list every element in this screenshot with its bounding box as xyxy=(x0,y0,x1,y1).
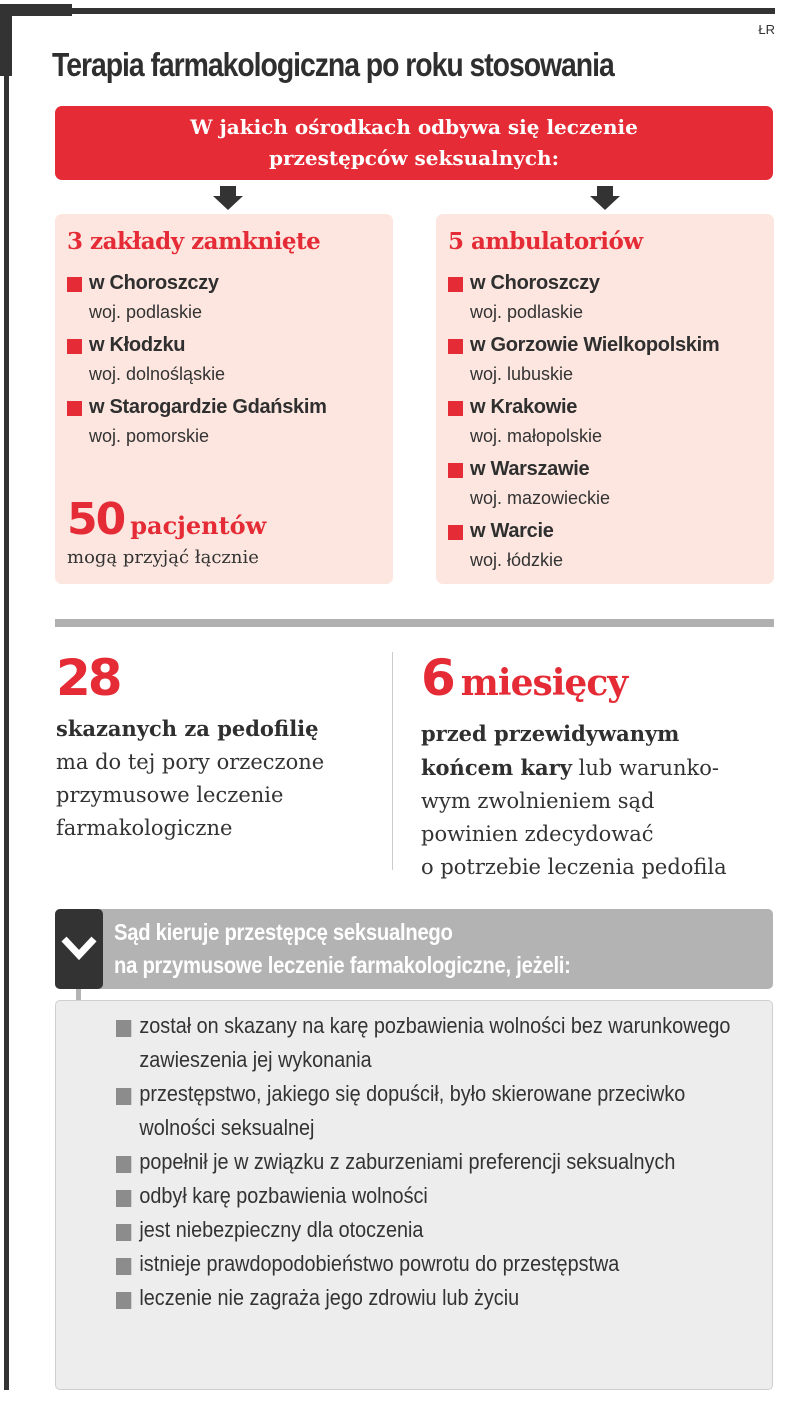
bullet-square-icon xyxy=(67,401,82,416)
months-line: powinien zdecydować xyxy=(421,822,654,846)
bullet-square-icon xyxy=(116,1020,131,1037)
condition-text: popełnił je w związku z zaburzeniami preferencji seksualnych xyxy=(139,1149,676,1174)
clinic-city: w Choroszczy xyxy=(470,272,600,294)
question-banner xyxy=(55,106,773,180)
bullet-square-icon xyxy=(448,401,463,416)
conditions-list xyxy=(116,1009,805,1315)
facility-city: w Starogardzie Gdańskim xyxy=(89,396,327,418)
clinic-region: woj. lubuskie xyxy=(470,364,574,384)
bullet-square-icon xyxy=(116,1190,131,1207)
page-title: Terapia farmakologiczna po roku stosowania xyxy=(52,46,614,83)
condition-item xyxy=(116,1213,751,1247)
months-line: wym zwolnieniem sąd xyxy=(421,789,655,813)
bullet-square-icon xyxy=(67,339,82,354)
bullet-square-icon xyxy=(448,463,463,478)
months-bold-line: końcem kary xyxy=(421,755,572,780)
months-line: o potrzebie leczenia pedofila xyxy=(421,855,727,879)
months-unit: miesięcy xyxy=(460,662,628,704)
author-credit: ŁR xyxy=(758,22,775,37)
banner-line-1: W jakich ośrodkach odbywa się leczenie xyxy=(190,115,638,139)
outpatient-clinics-heading: 5 ambulatoriów xyxy=(448,228,643,255)
clinic-city: w Warszawie xyxy=(470,458,590,480)
clinic-region: woj. łódzkie xyxy=(470,550,564,570)
months-line: lub warunko- xyxy=(571,756,720,780)
condition-text: odbył karę pozbawienia wolności xyxy=(139,1183,428,1208)
convicted-stat xyxy=(56,648,386,845)
banner-line-2: przestępców seksualnych: xyxy=(269,146,559,170)
months-bold-line: przed przewidywanym xyxy=(421,721,680,746)
condition-text: został on skazany na karę pozbawienia wolności bez warunkowego zawieszenia jej wykonania xyxy=(139,1013,731,1072)
bullet-square-icon xyxy=(116,1088,131,1105)
bullet-square-icon xyxy=(448,339,463,354)
clinic-city: w Krakowie xyxy=(470,396,578,418)
capacity-stat xyxy=(67,494,266,545)
clinic-region: woj. mazowieckie xyxy=(470,488,611,508)
months-number: 6 xyxy=(421,649,453,707)
outpatient-clinics-box xyxy=(436,214,774,584)
months-description xyxy=(421,717,781,884)
capacity-unit: pacjentów xyxy=(130,511,267,540)
months-stat xyxy=(421,648,781,884)
facility-region: woj. dolnośląskie xyxy=(89,364,226,384)
convicted-bold: skazanych za pedofilię xyxy=(56,716,319,741)
chevron-down-icon xyxy=(55,909,103,989)
condition-item xyxy=(116,1179,751,1213)
convicted-line: przymusowe leczenie xyxy=(56,783,284,807)
condition-text: istnieje prawdopodobieństwo powrotu do przestępstwa xyxy=(139,1251,620,1276)
bullet-square-icon xyxy=(448,277,463,292)
conditions-title-line-2: na przymusowe leczenie farmakologiczne, jeżeli: xyxy=(114,952,571,978)
bullet-square-icon xyxy=(116,1292,131,1309)
bullet-square-icon xyxy=(116,1224,131,1241)
condition-item xyxy=(116,1009,751,1077)
condition-item xyxy=(116,1281,751,1315)
clinic-region: woj. podlaskie xyxy=(470,302,584,322)
frame-corner-vertical xyxy=(0,4,12,76)
months-headline xyxy=(421,648,781,713)
condition-text: jest niebezpieczny dla otoczenia xyxy=(139,1217,424,1242)
bullet-square-icon xyxy=(67,277,82,292)
closed-facilities-heading: 3 zakłady zamknięte xyxy=(67,228,321,255)
clinic-city: w Warcie xyxy=(470,520,554,542)
clinic-city: w Gorzowie Wielkopolskim xyxy=(470,334,720,356)
conditions-title-line-1: Sąd kieruje przestępcę seksualnego xyxy=(114,919,453,945)
condition-item xyxy=(116,1145,751,1179)
facility-region: woj. pomorskie xyxy=(89,426,210,446)
frame-top-rule xyxy=(0,8,775,14)
clinic-region: woj. małopolskie xyxy=(470,426,603,446)
convicted-line: farmakologiczne xyxy=(56,816,233,840)
bullet-square-icon xyxy=(116,1156,131,1173)
section-divider xyxy=(55,619,774,627)
conditions-title xyxy=(114,916,571,982)
bullet-square-icon xyxy=(448,525,463,540)
bullet-square-icon xyxy=(116,1258,131,1275)
condition-text: przestępstwo, jakiego się dopuścił, było skierowane przeciwko wolności seksualnej xyxy=(139,1081,686,1140)
facility-region: woj. podlaskie xyxy=(89,302,203,322)
capacity-note: mogą przyjąć łącznie xyxy=(67,547,259,568)
condition-item xyxy=(116,1247,751,1281)
condition-item xyxy=(116,1077,751,1145)
conditions-badge xyxy=(55,909,103,989)
convicted-description xyxy=(56,712,386,845)
conditions-list-panel xyxy=(55,1000,773,1390)
condition-text: leczenie nie zagraża jego zdrowiu lub życiu xyxy=(139,1285,520,1310)
convicted-number: 28 xyxy=(56,649,120,707)
frame-left-rule xyxy=(4,70,9,1390)
facility-city: w Kłodzku xyxy=(89,334,186,356)
closed-facilities-box xyxy=(55,214,393,584)
capacity-number: 50 xyxy=(67,494,125,545)
facility-city: w Choroszczy xyxy=(89,272,219,294)
convicted-line: ma do tej pory orzeczone xyxy=(56,750,325,774)
column-divider xyxy=(392,652,393,870)
